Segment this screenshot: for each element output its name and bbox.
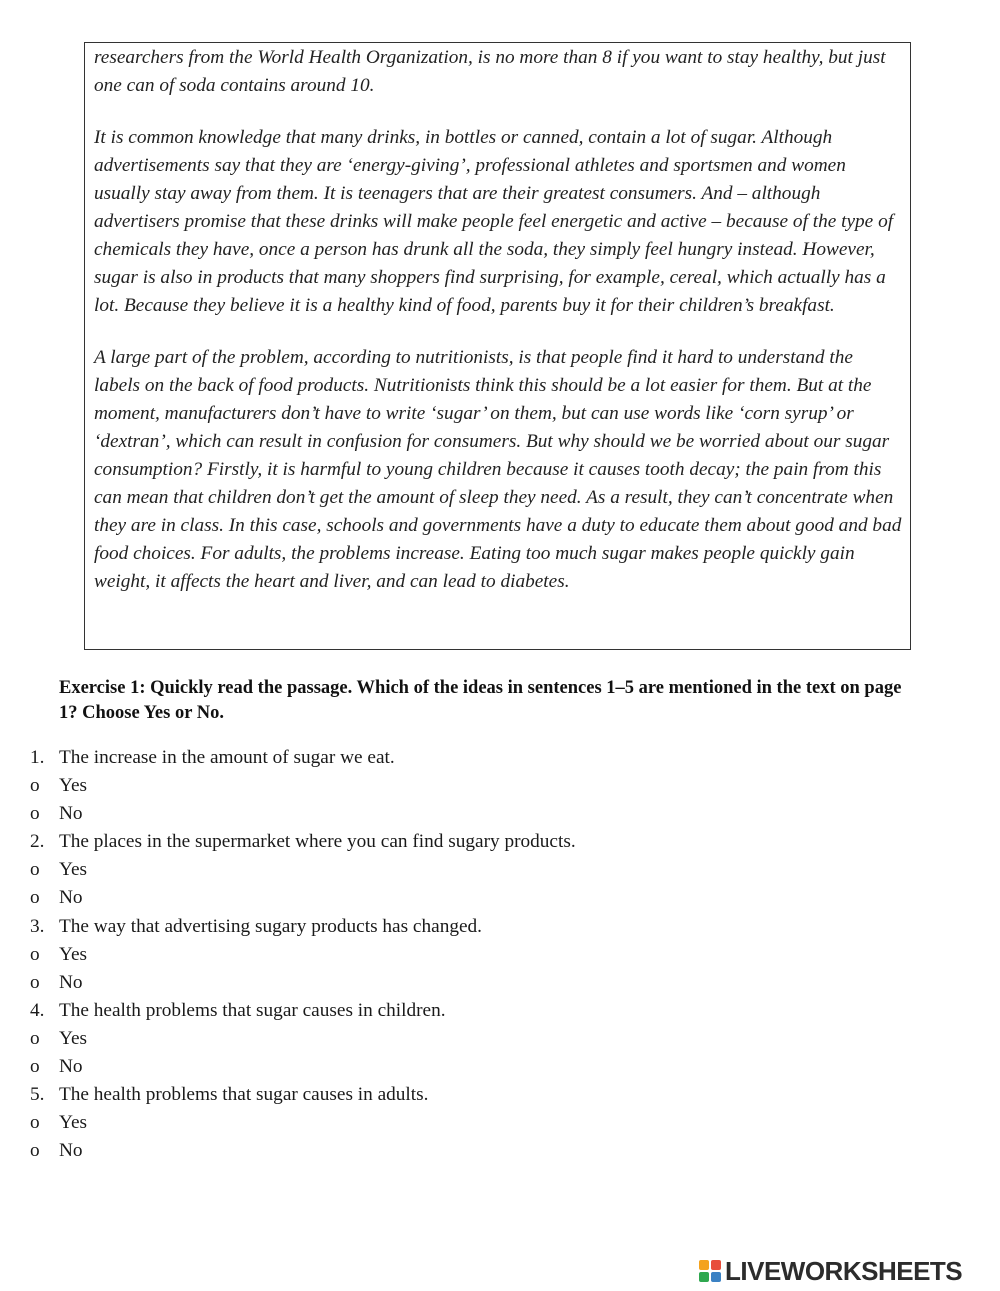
answer-option-no[interactable] [0, 1137, 1000, 1165]
radio-bullet-icon[interactable]: o [30, 1056, 40, 1078]
question-text: The increase in the amount of sugar we eat. [59, 747, 395, 768]
question-list [0, 744, 1000, 1165]
question-text: The places in the supermarket where you can find sugary products. [59, 831, 576, 853]
answer-option-yes[interactable] [0, 1025, 1000, 1053]
option-label[interactable]: No [59, 971, 83, 993]
question-number: 2. [30, 831, 45, 853]
question-text: The health problems that sugar causes in adults. [59, 1084, 429, 1106]
answer-option-no[interactable] [0, 1053, 1000, 1081]
option-label[interactable]: No [59, 887, 83, 909]
option-label[interactable]: Yes [59, 1112, 88, 1134]
passage-paragraph-1: researchers from the World Health Organization, is no more than 8 if you want to stay healthy, but just one can of soda contains around 10. [94, 47, 886, 96]
radio-bullet-icon[interactable]: o [30, 775, 40, 797]
question-number: 1. [30, 747, 45, 768]
question-text: The health problems that sugar causes in children. [59, 999, 446, 1021]
question-item [0, 828, 1000, 856]
logo-text: LIVEWORKSHEETS [725, 1255, 963, 1286]
answer-option-no[interactable] [0, 969, 1000, 997]
question-item [0, 1081, 1000, 1109]
passage-paragraph-3: A large part of the problem, according to nutritionists, is that people find it hard to understand the labels on the back of food products. Nutritionists think this should be a lot easier for them. But at the moment, manufacturers don’t have to write ‘sugar’ on them, but can use words like ‘corn syrup’ or ‘dextran’, which can result in confusion for consumers. But why should we be worried about our sugar consumption? Firstly, it is harmful to young children because it causes tooth decay; the pain from this can mean that children don’t get the amount of sleep they need. As a result, they can’t concentrate when they are in class. In this case, schools and governments have a duty to educate them about good and bad food choices. For adults, the problems increase. Eating too much sugar makes people quickly gain weight, it affects the heart and liver, and can lead to diabetes. [94, 347, 902, 592]
answer-option-no[interactable] [0, 884, 1000, 912]
reading-passage [84, 42, 911, 650]
liveworksheets-logo-icon [698, 1259, 722, 1283]
answer-option-yes[interactable] [0, 1109, 1000, 1137]
question-item [0, 913, 1000, 941]
option-label[interactable]: Yes [59, 859, 88, 881]
question-number: 3. [30, 915, 45, 937]
question-item [0, 997, 1000, 1025]
radio-bullet-icon[interactable]: o [30, 1140, 40, 1162]
option-label[interactable]: No [59, 1140, 83, 1162]
liveworksheets-logo[interactable] [698, 1257, 962, 1285]
radio-bullet-icon[interactable]: o [30, 971, 40, 993]
option-label[interactable]: Yes [59, 943, 88, 965]
option-label[interactable]: No [59, 803, 83, 825]
question-item [0, 744, 1000, 772]
radio-bullet-icon[interactable]: o [30, 943, 40, 965]
question-number: 5. [30, 1084, 45, 1106]
radio-bullet-icon[interactable]: o [30, 1112, 40, 1134]
answer-option-yes[interactable] [0, 856, 1000, 884]
radio-bullet-icon[interactable]: o [30, 859, 40, 881]
radio-bullet-icon[interactable]: o [30, 887, 40, 909]
answer-option-no[interactable] [0, 800, 1000, 828]
question-number: 4. [30, 999, 45, 1021]
radio-bullet-icon[interactable]: o [30, 1027, 40, 1049]
option-label[interactable]: No [59, 1056, 83, 1078]
radio-bullet-icon[interactable]: o [30, 803, 40, 825]
exercise-title: Exercise 1: Quickly read the passage. Which of the ideas in sentences 1–5 are mentioned in the text on page 1? Choose Yes or No. [59, 678, 902, 723]
answer-option-yes[interactable] [0, 772, 1000, 800]
question-text: The way that advertising sugary products has changed. [59, 915, 482, 937]
option-label[interactable]: Yes [59, 1027, 88, 1049]
passage-paragraph-2: It is common knowledge that many drinks, in bottles or canned, contain a lot of sugar. Although advertisements say that they are ‘energy-giving’, professional athletes and sportsmen and women usually stay away from them. It is teenagers that are their greatest consumers. And – although advertisers promise that these drinks will make people feel energetic and active – because of the type of chemicals they have, once a person has drunk all the soda, they simply feel hungry instead. However, sugar is also in products that many shoppers find surprising, for example, cereal, which actually has a lot. Because they believe it is a healthy kind of food, parents buy it for their children’s breakfast. [94, 127, 894, 316]
option-label[interactable]: Yes [59, 775, 88, 797]
answer-option-yes[interactable] [0, 941, 1000, 969]
